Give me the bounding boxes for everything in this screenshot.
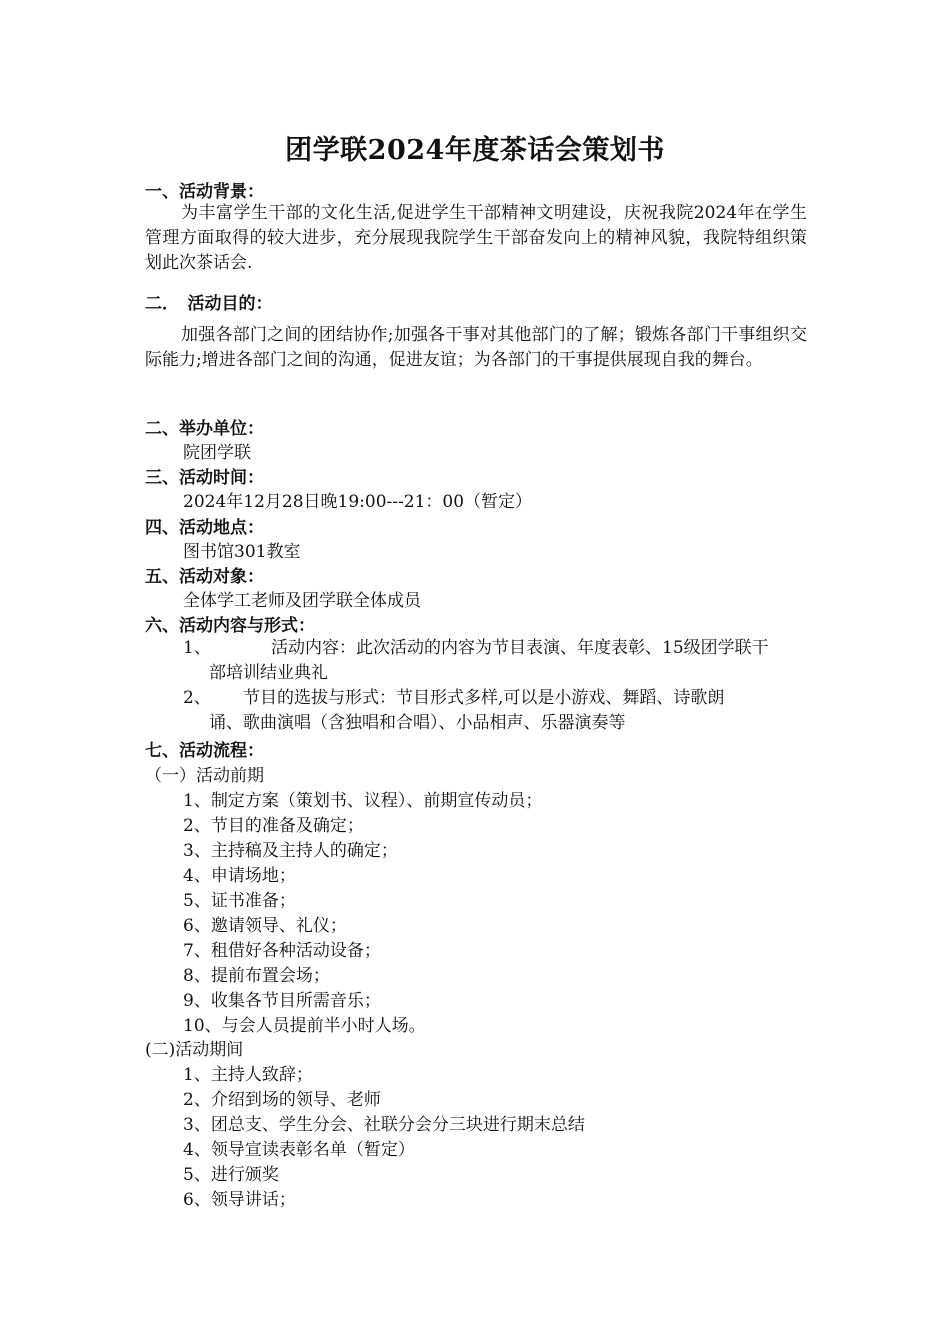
list-item: 10、与会人员提前半小时人场。 <box>183 1016 426 1036</box>
list-item: 4、申请场地； <box>183 866 296 886</box>
list-item: 6、领导讲话； <box>183 1190 296 1210</box>
list-item: 2、介绍到场的领导、老师 <box>183 1090 381 1110</box>
content-item-first-line: 节目的选拔与形式：节目形式多样,可以是小游戏、舞蹈、诗歌朗 <box>243 688 725 708</box>
place-text: 图书馆301教室 <box>183 542 301 562</box>
list-item: 6、邀请领导、礼仪； <box>183 916 347 936</box>
content-item-2 <box>183 686 807 736</box>
section-heading-time: 三、活动时间： <box>145 468 264 488</box>
flow-phase-label: (二)活动期间 <box>145 1040 244 1060</box>
content-item-continuation: 诵、歌曲演唱（含独唱和合唱）、小品相声、乐器演奏等 <box>209 713 626 733</box>
list-item: 1、主持人致辞； <box>183 1065 313 1085</box>
section-heading-flow: 七、活动流程： <box>145 741 264 761</box>
section-heading-content: 六、活动内容与形式： <box>145 616 315 636</box>
list-item: 3、团总支、学生分会、社联分会分三块进行期末总结 <box>183 1115 585 1135</box>
list-item: 2、节目的准备及确定； <box>183 816 364 836</box>
section-heading-host: 二、举办单位： <box>145 419 264 439</box>
content-item-first-line: 活动内容：此次活动的内容为节目表演、年度表彰、15级团学联干 <box>271 638 769 658</box>
goal-paragraph: 加强各部门之间的团结协作;加强各干事对其他部门的了解；锻炼各部门干事组织交际能力;增进各部门之间的沟通，促进友谊；为各部门的干事提供展现自我的舞台。 <box>145 325 807 370</box>
host-text: 院团学联 <box>183 443 251 463</box>
section-heading-place: 四、活动地点： <box>145 518 264 538</box>
list-item: 8、提前布置会场； <box>183 966 330 986</box>
content-item-continuation: 部培训结业典礼 <box>209 663 328 683</box>
document-title: 团学联2024年度茶话会策划书 <box>285 135 665 166</box>
content-item-number: 2、 <box>183 688 211 708</box>
list-item: 4、领导宣读表彰名单（暂定） <box>183 1140 415 1160</box>
background-paragraph: 为丰富学生干部的文化生活,促进学生干部精神文明建设，庆祝我院2024年在学生管理方面取得的较大进步，充分展现我院学生干部奋发向上的精神风貌，我院特组织策划此次茶话会. <box>145 203 807 273</box>
content-item-number: 1、 <box>183 638 211 658</box>
section-heading-goal: 二． 活动目的： <box>145 294 273 314</box>
flow-phase-label: （一）活动前期 <box>145 766 264 786</box>
section-heading-target: 五、活动对象： <box>145 567 264 587</box>
target-text: 全体学工老师及团学联全体成员 <box>183 591 421 611</box>
list-item: 5、证书准备； <box>183 891 296 911</box>
section-heading-background: 一、活动背景： <box>145 182 264 202</box>
content-item-1 <box>183 636 807 686</box>
list-item: 9、收集各节目所需音乐； <box>183 991 381 1011</box>
list-item: 7、租借好各种活动设备； <box>183 941 381 961</box>
list-item: 1、制定方案（策划书、议程）、前期宣传动员； <box>183 791 543 811</box>
list-item: 3、主持稿及主持人的确定； <box>183 841 398 861</box>
time-text: 2024年12月28日晚19:00---21：00（暂定） <box>183 492 533 512</box>
list-item: 5、进行颁奖 <box>183 1165 279 1185</box>
